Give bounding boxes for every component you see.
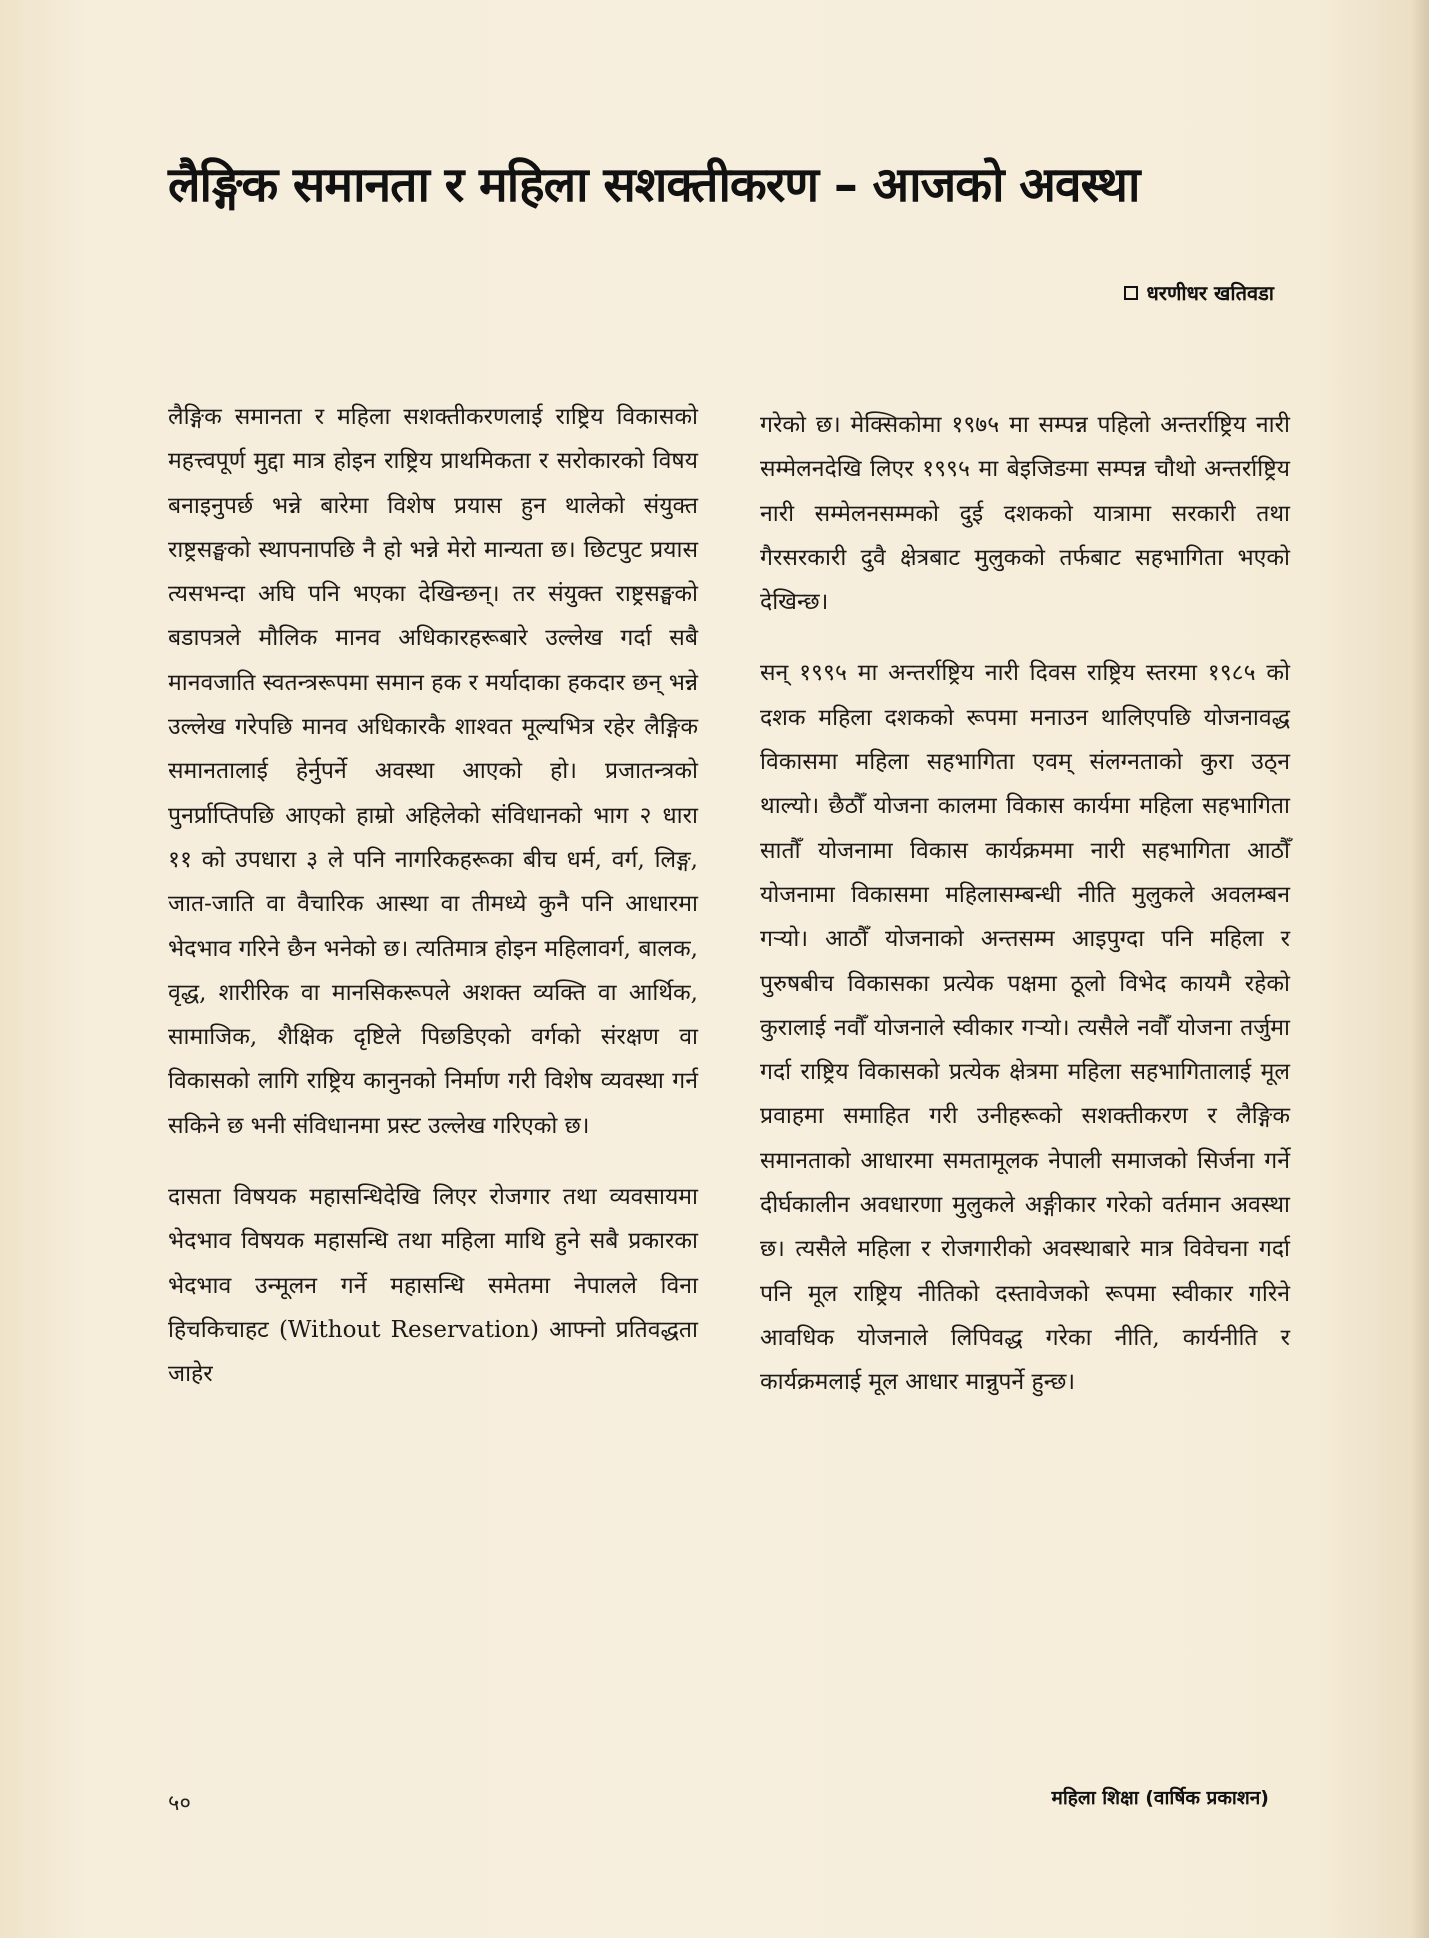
left-column [168,395,698,1424]
author-line [1124,278,1274,308]
checkbox-bullet-icon [1124,286,1138,300]
page-edge-shadow [1411,0,1429,1938]
right-column [760,403,1290,1432]
article-title: लैङ्गिक समानता र महिला सशक्तीकरण – आजको अवस्था [168,157,1140,213]
page-number: ५० [168,1791,191,1816]
publication-name: महिला शिक्षा (वार्षिक प्रकाशन) [1051,1787,1269,1809]
right-paragraph-1: गरेको छ। मेक्सिकोमा १९७५ मा सम्पन्न पहिलो अन्तर्राष्ट्रिय नारी सम्मेलनदेखि लिएर १९९५ मा बेइजिङमा सम्पन्न चौथो अन्तर्राष्ट्रिय नारी सम्मेलनसम्मको दुई दशकको यात्रामा सरकारी तथा गैरसरकारी दुवै क्षेत्रबाट मुलुकको तर्फबाट सहभागिता भएको देखिन्छ। [760,412,1290,616]
left-paragraph-1: लैङ्गिक समानता र महिला सशक्तीकरणलाई राष्ट्रिय विकासको महत्त्वपूर्ण मुद्दा मात्र होइन राष्ट्रिय प्राथमिकता र सरोकारको विषय बनाइनुपर्छ भन्ने बारेमा विशेष प्रयास हुन थालेको संयुक्त राष्ट्रसङ्घको स्थापनापछि नै हो भन्ने मेरो मान्यता छ। छिटपुट प्रयास त्यसभन्दा अघि पनि भएका देखिन्छन्। तर संयुक्त राष्ट्रसङ्घको बडापत्रले मौलिक मानव अधिकारहरूबारे उल्लेख गर्दा सबै मानवजाति स्वतन्त्ररूपमा समान हक र मर्यादाका हकदार छन् भन्ने उल्लेख गरेपछि मानव अधिकारकै शाश्वत मूल्यभित्र रहेर लैङ्गिक समानतालाई हेर्नुपर्ने अवस्था आएको हो। प्रजातन्त्रको पुनर्प्राप्तिपछि आएको हाम्रो अहिलेको संविधानको भाग २ धारा ११ को उपधारा ३ ले पनि नागरिकहरूका बीच धर्म, वर्ग, लिङ्ग, जात-जाति वा वैचारिक आस्था वा तीमध्ये कुनै पनि आधारमा भेदभाव गरिने छैन भनेको छ। त्यतिमात्र होइन महिलावर्ग, बालक, वृद्ध, शारीरिक वा मानसिकरूपले अशक्त व्यक्ति वा आर्थिक, सामाजिक, शैक्षिक दृष्टिले पिछडिएको वर्गको संरक्षण वा विकासको लागि राष्ट्रिय कानुनको निर्माण गरी विशेष व्यवस्था गर्न सकिने छ भनी संविधानमा प्रस्ट उल्लेख गरिएको छ। [168,404,698,1139]
author-name: धरणीधर खतिवडा [1146,281,1274,305]
left-paragraph-2: दासता विषयक महासन्धिदेखि लिएर रोजगार तथा व्यवसायमा भेदभाव विषयक महासन्धि तथा महिला माथि हुने सबै प्रकारका भेदभाव उन्मूलन गर्ने महासन्धि समेतमा नेपालले विना हिचकिचाहट (Without Reservation) आफ्नो प्रतिवद्धता जाहेर [168,1184,698,1388]
right-paragraph-2: सन् १९९५ मा अन्तर्राष्ट्रिय नारी दिवस राष्ट्रिय स्तरमा १९८५ को दशक महिला दशकको रूपमा मनाउन थालिएपछि योजनावद्ध विकासमा महिला सहभागिता एवम् संलग्नताको कुरा उठ्न थाल्यो। छैठौँ योजना कालमा विकास कार्यमा महिला सहभागिता सातौँ योजनामा विकास कार्यक्रममा नारी सहभागिता आठौँ योजनामा विकासमा महिलासम्बन्धी नीति मुलुकले अवलम्बन गऱ्यो। आठौँ योजनाको अन्तसम्म आइपुग्दा पनि महिला र पुरुषबीच विकासका प्रत्येक पक्षमा ठूलो विभेद कायमै रहेको कुरालाई नवौँ योजनाले स्वीकार गऱ्यो। त्यसैले नवौँ योजना तर्जुमा गर्दा राष्ट्रिय विकासको प्रत्येक क्षेत्रमा महिला सहभागितालाई मूल प्रवाहमा समाहित गरी उनीहरूको सशक्तीकरण र लैङ्गिक समानताको आधारमा समतामूलक नेपाली समाजको सिर्जना गर्ने दीर्घकालीन अवधारणा मुलुकले अङ्गीकार गरेको वर्तमान अवस्था छ। त्यसैले महिला र रोजगारीको अवस्थाबारे मात्र विवेचना गर्दा पनि मूल राष्ट्रिय नीतिको दस्तावेजको रूपमा स्वीकार गरिने आवधिक योजनाले लिपिवद्ध गरेका नीति, कार्यनीति र कार्यक्रमलाई मूल आधार मान्नुपर्ने हुन्छ। [760,660,1290,1396]
